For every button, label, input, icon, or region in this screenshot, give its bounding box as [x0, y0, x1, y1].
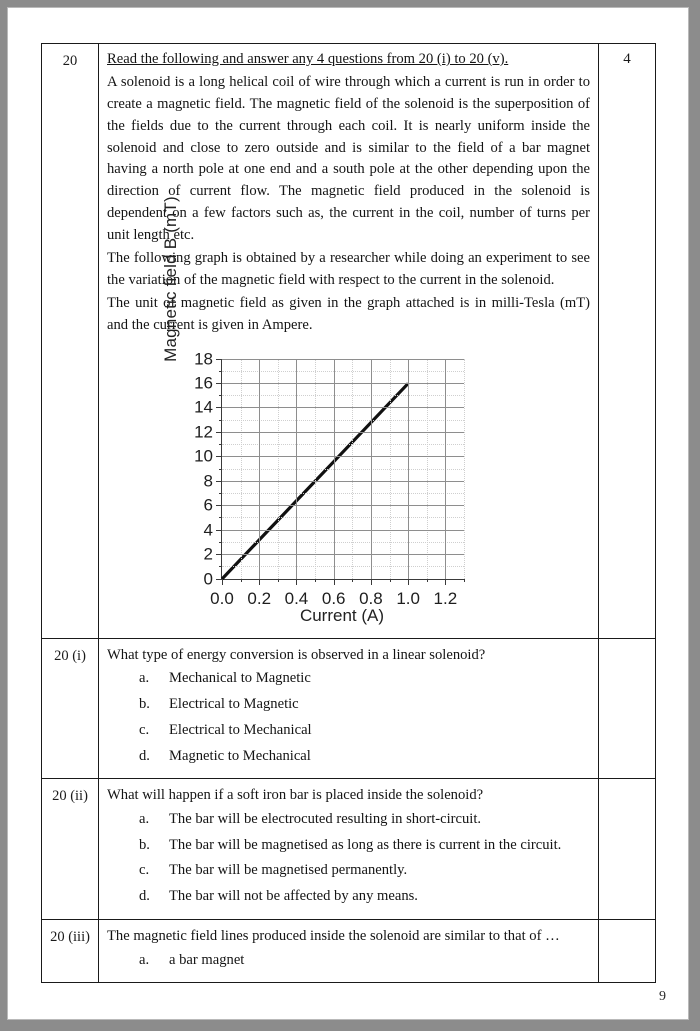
option-text: a bar magnet [169, 951, 245, 968]
table-row [42, 919, 656, 983]
chart-x-minor-tick [427, 579, 428, 583]
question-body-cell [99, 44, 599, 639]
chart-x-minor-tick [315, 579, 316, 583]
chart-y-tick [216, 407, 222, 408]
chart-major-gridline-vertical [259, 359, 260, 579]
options-list [105, 669, 592, 766]
option-label: b. [139, 696, 150, 713]
option-text: Mechanical to Magnetic [169, 670, 311, 687]
sub-question-body-cell [99, 779, 599, 920]
chart-x-tick [259, 579, 260, 585]
chart-y-minor-tick [219, 566, 223, 567]
chart-major-gridline-vertical [334, 359, 335, 579]
questions-table [41, 43, 656, 639]
chart-major-gridline-vertical [445, 359, 446, 579]
option-item[interactable] [139, 810, 592, 830]
chart-y-tick [216, 505, 222, 506]
chart-y-tick-label: 10 [194, 446, 213, 466]
chart-y-tick [216, 456, 222, 457]
chart-major-gridline-vertical [371, 359, 372, 579]
passage-paragraph-1: A solenoid is a long helical coil of wire through which a current is run in order to create a magnetic field. The magnetic field of the solenoid is the superposition of the fields due to the current through each coil. It is nearly uniform inside the solenoid and close to zero outside and is similar to the field of a bar magnet having a north pole at one end and a south pole at the other depending upon the direction of current flow. The magnetic field produced in the solenoid is dependent on a few factors such as, the current in the coil, number of turns per unit length etc. [107, 73, 590, 244]
options-list [105, 810, 592, 907]
option-text: The bar will be magnetised as long as there is current in the circuit. [169, 836, 562, 853]
chart-x-minor-tick [352, 579, 353, 583]
chart-x-tick-label: 0.6 [321, 588, 346, 608]
chart-x-minor-tick [278, 579, 279, 583]
chart-x-axis-label: Current (A) [299, 605, 385, 625]
option-item[interactable] [139, 887, 592, 907]
option-item[interactable] [139, 747, 592, 767]
chart-x-minor-tick [241, 579, 242, 583]
option-item[interactable] [139, 721, 592, 741]
questions-table-body [42, 44, 656, 639]
sub-question-text: The magnetic field lines produced inside the solenoid are similar to that of … [107, 927, 560, 944]
sub-question-number-cell: 20 (ii) [42, 779, 99, 920]
chart-x-tick-label: 1.0 [396, 588, 420, 608]
chart-minor-gridline-vertical [427, 359, 428, 579]
chart-major-gridline-vertical [408, 359, 409, 579]
option-item[interactable] [139, 861, 592, 881]
option-text: Electrical to Magnetic [169, 696, 299, 713]
chart-minor-gridline-vertical [278, 359, 279, 579]
chart-y-tick-label: 18 [194, 348, 213, 368]
chart-y-tick [216, 481, 222, 482]
chart-y-minor-tick [219, 395, 223, 396]
sub-question-number-cell: 20 (i) [42, 638, 99, 779]
passage-paragraph-3: The unit of magnetic field as given in the graph attached is in milli-Tesla (mT) and the current is given in Ampere. [107, 294, 590, 333]
chart-y-tick-label: 8 [203, 471, 213, 491]
chart-major-gridline-vertical [296, 359, 297, 579]
option-label: a. [139, 811, 150, 828]
option-text: The bar will not be affected by any means. [169, 888, 418, 905]
marks-cell [599, 919, 656, 983]
chart-y-tick-label: 14 [194, 397, 213, 417]
chart-minor-gridline-vertical [241, 359, 242, 579]
table-row [42, 638, 656, 779]
sub-question-text: What type of energy conversion is observed in a linear solenoid? [107, 646, 486, 663]
chart-y-tick-label: 4 [203, 519, 213, 539]
chart-y-tick-label: 6 [203, 495, 213, 515]
chart-x-tick [296, 579, 297, 585]
chart-x-tick [371, 579, 372, 585]
option-text: The bar will be magnetised permanently. [169, 862, 408, 879]
chart-minor-gridline-vertical [390, 359, 391, 579]
chart-x-tick-label: 0.4 [284, 588, 309, 608]
option-label: b. [139, 836, 150, 853]
chart-x-tick-label: 0.2 [247, 588, 272, 608]
chart-y-tick-label: 12 [194, 422, 213, 442]
chart-plot-area [194, 348, 464, 608]
chart-y-minor-tick [219, 517, 223, 518]
sub-question-body-cell [99, 638, 599, 779]
chart-x-tick [445, 579, 446, 585]
table-row [42, 779, 656, 920]
chart-x-tick-label: 0.8 [359, 588, 383, 608]
chart-y-tick [216, 359, 222, 360]
option-item[interactable] [139, 951, 592, 971]
chart-y-minor-tick [219, 420, 223, 421]
chart-minor-gridline-vertical [315, 359, 316, 579]
sub-question-text: What will happen if a soft iron bar is placed inside the solenoid? [107, 787, 484, 804]
question-paper-sheet [41, 43, 655, 983]
option-text: Magnetic to Mechanical [169, 747, 311, 764]
question-number-cell: 20 [42, 44, 99, 639]
chart-y-tick [216, 383, 222, 384]
marks-cell [599, 779, 656, 920]
chart-y-minor-tick [219, 469, 223, 470]
sub-questions-table [41, 638, 656, 984]
option-text: Electrical to Mechanical [169, 721, 312, 738]
option-label: c. [139, 721, 150, 738]
chart-x-tick-label: 0.0 [210, 588, 234, 608]
document-page [7, 7, 689, 1020]
chart-minor-gridline-vertical [352, 359, 353, 579]
chart-x-tick [408, 579, 409, 585]
chart-y-minor-tick [219, 444, 223, 445]
passage-paragraph-2: The following graph is obtained by a researcher while doing an experiment to see the variation of the magnetic field with respect to the current in the solenoid. [107, 250, 590, 288]
chart-y-tick-label: 16 [194, 373, 213, 393]
sub-question-number-cell: 20 (iii) [42, 919, 99, 983]
sub-questions-table-body [42, 638, 656, 983]
option-label: a. [139, 951, 150, 968]
chart-y-minor-tick [219, 493, 223, 494]
chart-y-tick-label: 2 [203, 544, 213, 564]
chart-x-tick [222, 579, 223, 585]
options-list [105, 951, 592, 971]
option-item[interactable] [139, 695, 592, 715]
chart-minor-gridline-vertical [464, 359, 465, 579]
sub-question-body-cell [99, 919, 599, 983]
chart-x-minor-tick [390, 579, 391, 583]
chart-x-tick [334, 579, 335, 585]
chart-y-minor-tick [219, 371, 223, 372]
option-text: The bar will be electrocuted resulting in short-circuit. [169, 811, 482, 828]
marks-cell [599, 638, 656, 779]
chart-y-minor-tick [219, 542, 223, 543]
chart-x-tick-label: 1.2 [433, 588, 458, 608]
chart-y-axis-label: Magnetic field B (mT) [161, 195, 180, 362]
marks-cell: 4 [599, 44, 656, 639]
chart-y-tick [216, 432, 222, 433]
lead-instruction: Read the following and answer any 4 questions from 20 (i) to 20 (v). [107, 51, 509, 67]
chart-y-tick [216, 530, 222, 531]
option-item[interactable] [139, 836, 592, 856]
table-row-main-question [42, 44, 656, 639]
option-label: c. [139, 862, 150, 879]
chart-y-tick [216, 554, 222, 555]
option-item[interactable] [139, 669, 592, 689]
option-label: d. [139, 888, 150, 905]
chart-y-tick-label: 0 [203, 568, 213, 588]
chart-x-minor-tick [464, 579, 465, 583]
option-label: a. [139, 670, 150, 687]
page-number: 9 [659, 989, 666, 1004]
option-label: d. [139, 747, 150, 764]
